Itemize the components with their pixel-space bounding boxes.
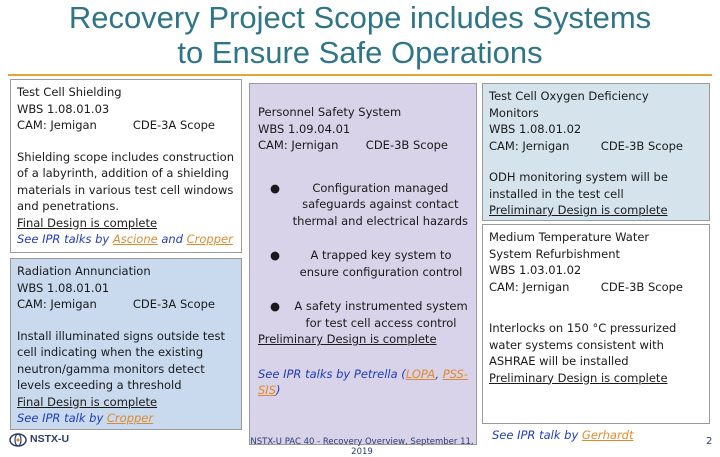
radiation-box xyxy=(10,258,242,430)
pss-bullet-text: Configuration managed xyxy=(312,180,449,195)
nstx-logo-icon xyxy=(8,431,30,449)
shielding-ipr-and: and xyxy=(157,232,187,246)
water-cam-row xyxy=(489,279,703,296)
shielding-scope: CDE-3A Scope xyxy=(132,118,215,132)
oxygen-cam: CAM: Jernigan xyxy=(489,138,570,153)
water-desc: Interlocks on 150 °C pressurized xyxy=(489,321,677,335)
link-pss-sis[interactable]: PSS- xyxy=(442,366,468,381)
pss-bullet-text: safeguards against contact xyxy=(302,197,459,211)
odh-desc: ODH monitoring system will be xyxy=(489,170,668,184)
oxygen-name: Test Cell Oxygen Deficiency xyxy=(489,89,649,103)
water-ipr-prefix: See IPR talk by xyxy=(492,428,582,442)
water-scope: CDE-3B Scope xyxy=(600,279,683,294)
water-desc: ASHRAE will be installed xyxy=(489,354,629,368)
water-desc: water systems consistent with xyxy=(489,337,664,352)
oxygen-name: Monitors xyxy=(489,105,539,120)
oxygen-wbs: WBS 1.08.01.02 xyxy=(489,122,582,136)
odh-desc: installed in the test cell xyxy=(489,186,624,201)
shielding-name: Test Cell Shielding xyxy=(17,85,122,99)
shielding-desc: Shielding scope includes construction xyxy=(17,149,235,164)
link-pss-sis[interactable]: SIS xyxy=(258,383,276,397)
link-gerhardt[interactable]: Gerhardt xyxy=(581,428,634,442)
radiation-ipr xyxy=(17,410,235,427)
pss-ipr-suffix: ) xyxy=(276,383,281,397)
radiation-desc: Install illuminated signs outside test xyxy=(17,328,225,343)
radiation-ipr-prefix: See IPR talk by xyxy=(17,411,107,425)
pss-cam-row xyxy=(258,137,468,154)
pss-bullet-2 xyxy=(258,247,468,280)
pss-wbs: WBS 1.09.04.01 xyxy=(258,121,351,136)
shielding-status: Final Design is complete xyxy=(17,215,158,230)
pss-box xyxy=(249,83,477,445)
page-number: 2 xyxy=(706,436,713,447)
water-wbs: WBS 1.03.01.02 xyxy=(489,263,582,277)
link-ascione[interactable]: Ascione xyxy=(112,232,158,246)
pss-name: Personnel Safety System xyxy=(258,105,402,119)
pss-bullet-1 xyxy=(258,180,468,230)
radiation-name: Radiation Annunciation xyxy=(17,264,151,278)
radiation-desc: levels exceeding a threshold xyxy=(17,378,182,392)
bullet-icon: ● xyxy=(270,180,281,195)
water-box xyxy=(482,224,710,424)
pss-status: Preliminary Design is complete xyxy=(258,332,437,346)
slide-title-line1: Recovery Project Scope includes Systems xyxy=(68,0,652,35)
nstx-logo-text: NSTX-U xyxy=(30,433,70,445)
radiation-cam: CAM: Jemigan xyxy=(17,297,97,311)
slide-title xyxy=(0,0,720,70)
radiation-cam-row xyxy=(17,296,235,313)
pss-scope: CDE-3B Scope xyxy=(365,138,448,152)
water-name: System Refurbishment xyxy=(489,246,621,261)
title-underline xyxy=(8,74,712,76)
shielding-box xyxy=(10,79,242,253)
oxygen-cam-row xyxy=(489,138,703,155)
pss-bullet-text: A trapped key system to xyxy=(310,248,452,262)
radiation-desc: cell indicating when the existing xyxy=(17,345,204,359)
footer-text: NSTX-U PAC 40 - Recovery Overview, September 11, 2019 xyxy=(250,437,474,457)
shielding-ipr xyxy=(17,231,235,248)
bullet-icon: ● xyxy=(270,299,281,313)
radiation-desc: neutron/gamma monitors detect xyxy=(17,361,205,376)
slide-title-line2: to Ensure Safe Operations xyxy=(177,35,543,70)
shielding-desc: and penetrations. xyxy=(17,199,119,213)
shielding-wbs: WBS 1.08.01.03 xyxy=(17,101,110,116)
water-status: Preliminary Design is complete xyxy=(489,370,668,385)
pss-bullet-3 xyxy=(258,298,468,331)
shielding-desc: materials in various test cell windows xyxy=(17,182,234,197)
pss-ipr-sep: , xyxy=(435,366,443,381)
oxygen-scope: CDE-3B Scope xyxy=(600,138,683,153)
shielding-ipr-prefix: See IPR talks by xyxy=(17,232,113,246)
shielding-desc: of a labyrinth, addition of a shielding xyxy=(17,166,229,180)
water-ipr xyxy=(492,428,634,442)
link-cropper[interactable]: Cropper xyxy=(186,232,233,246)
odh-status: Preliminary Design is complete xyxy=(489,203,668,217)
pss-ipr-prefix: See IPR talks by Petrella ( xyxy=(258,366,406,381)
bullet-icon: ● xyxy=(270,248,281,262)
pss-ipr xyxy=(258,366,468,399)
pss-bullet-text: for test cell access control xyxy=(305,315,457,330)
shielding-cam: CAM: Jemigan xyxy=(17,118,97,132)
pss-bullet-text: A safety instrumented system xyxy=(294,299,468,313)
nstx-logo xyxy=(8,431,72,449)
radiation-wbs: WBS 1.08.01.01 xyxy=(17,280,110,295)
water-cam: CAM: Jernigan xyxy=(489,279,570,294)
water-name: Medium Temperature Water xyxy=(489,230,650,244)
pss-bullet-text: ensure configuration control xyxy=(299,264,463,279)
oxygen-box xyxy=(482,83,710,221)
pss-bullet-text: thermal and electrical hazards xyxy=(292,213,468,228)
radiation-scope: CDE-3A Scope xyxy=(132,297,215,311)
link-cropper[interactable]: Cropper xyxy=(106,411,154,425)
shielding-cam-row xyxy=(17,117,235,134)
pss-cam: CAM: Jernigan xyxy=(258,138,339,152)
radiation-status: Final Design is complete xyxy=(17,394,158,409)
link-lopa[interactable]: LOPA xyxy=(405,366,436,381)
